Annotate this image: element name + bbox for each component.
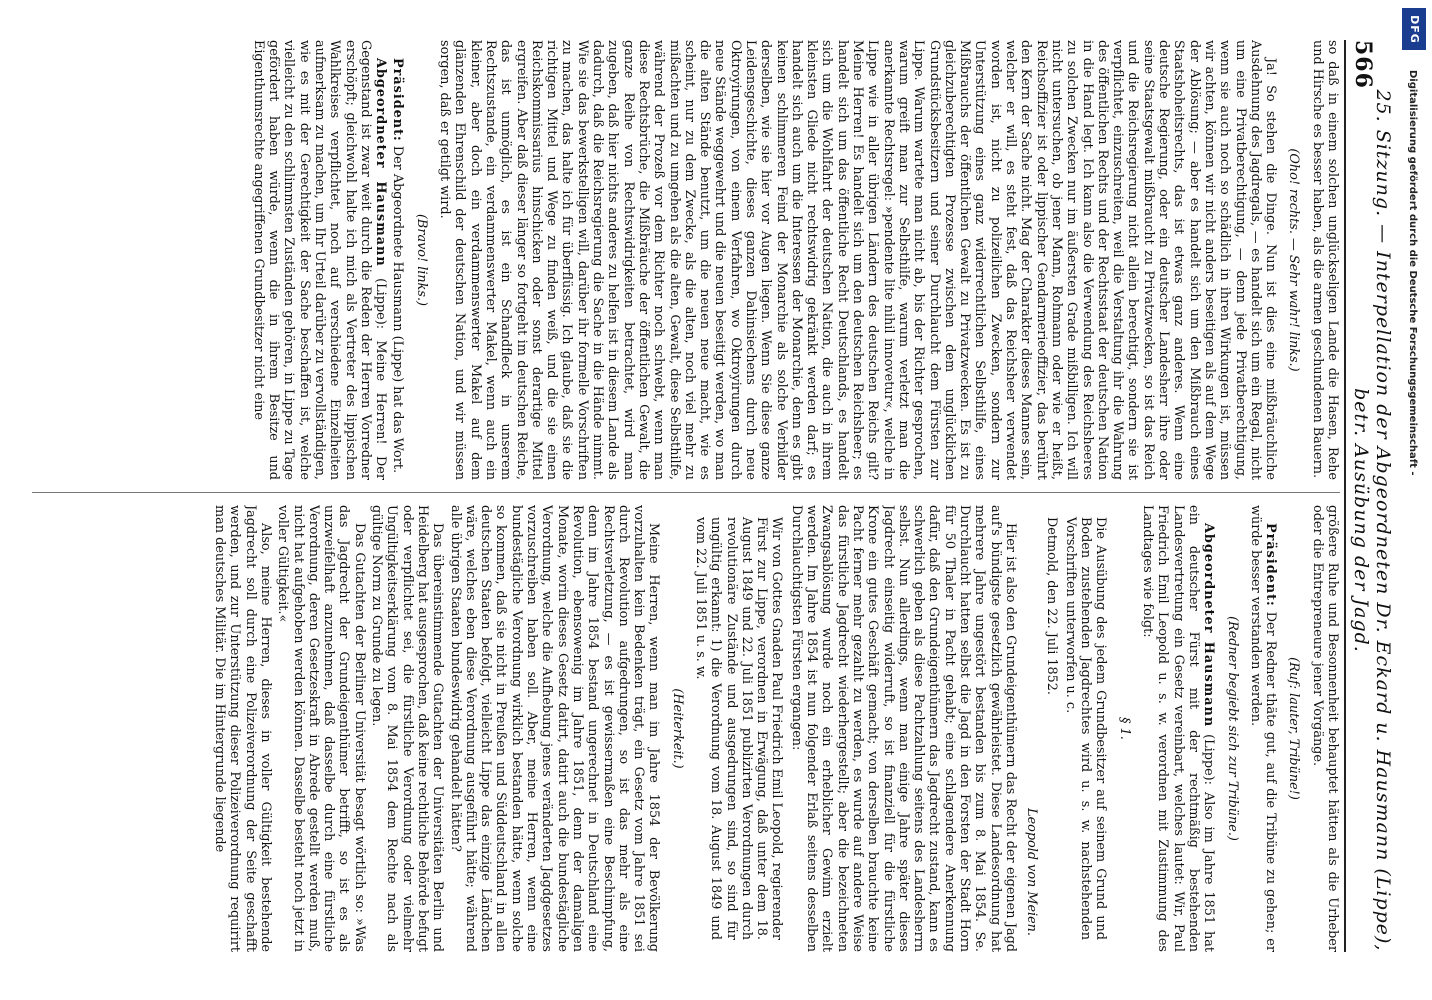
stage-direction: (Oho! rechts. — Sehr wahr! links.) bbox=[1286, 148, 1302, 372]
quoted-text: Detmold, den 22. Juli 1852. bbox=[1043, 517, 1059, 695]
speech-paragraph bbox=[1248, 505, 1279, 952]
speaker-name: Präsident: bbox=[390, 58, 406, 142]
quoted-text: Die Ausübung des jedem Grundbesitzer auf seinem Grund und Boden zustehenden Jagdrechtes wird u. s. w. nachstehenden Vorschriften unterworfen u. c. bbox=[1062, 517, 1109, 940]
page-title: 25. Sitzung. — Interpellation der Abgeordneten Dr. Eckard u. Hausmann (Lippe), betr. Ausübung der Jagd. bbox=[1350, 89, 1394, 952]
speech-text: Der Abgeordnete Hausmann (Lippe) hat das Wort. bbox=[390, 145, 406, 474]
dfg-logo bbox=[1402, 8, 1426, 50]
speaker-name: Abgeordneter Hausmann bbox=[373, 58, 389, 267]
speech-paragraph bbox=[251, 40, 389, 480]
digitization-note-text: Digitalisierung gefördert durch die Deutsche Forschungsgemeinschaft - bbox=[1407, 70, 1418, 476]
speech-paragraph bbox=[390, 40, 405, 480]
speech-text: (Lippe): Meine Herren! Der Gegenstand ist zwar weit durch die Reden der Herren Vorredner erschöpft; gleichwohl halte ich mich als Vertreter des lippischen Wahlkreises verpflichtet, noch auf verschiedene Einzelheiten aufmerksam zu machen, um Ihr Urteil darüber zu vervollständigen, wie es mit der Gerechtigkeit der Sache beschaffen ist, welche vielleicht zu den schlimmsten Zuständen gehören, in Lippe zu Tage gefördert haben würde, wenn die in ihrem Besitze und Eigenthumsrechte angegriffenen Grundbesitzer nicht eine bbox=[250, 40, 389, 480]
right-text-column bbox=[32, 505, 1340, 952]
digitization-note bbox=[1398, 70, 1424, 990]
speaker-name: Präsident: bbox=[1263, 523, 1279, 607]
stage-direction: (Redner begiebt sich zur Tribüne.) bbox=[1224, 616, 1240, 841]
column-divider bbox=[32, 492, 1340, 493]
body-paragraph: Das übereinstimmende Gutachten der Universitäten Berlin und Heidelberg hat ausgesprochen, daß keine rechtliche Behörde befugt oder verpflichtet sei, die fürstliche Verordnung oder vielmehr Ungültigkeitserklärung vom 8. Mai 1854 dem Rechte nach als gültige Norm zu Grunde zu legen. bbox=[369, 505, 446, 952]
body-paragraph: Also, meine Herren, dieses in voller Gültigkeit bestehende Jagdrecht soll durch eine Polizeiverordnung der Seite geschafft werden, und zur Unterstützung dieser Polizeiverordnung requirirt man deutsches Militär. Die im Hintergrunde liegende bbox=[212, 505, 273, 952]
speech-text: (Lippe): Also im Jahre 1851 hat ein deutscher Fürst mit der rechtmäßig bestehenden Landesvertretung ein Gesetz vereinbart, welches lautet: Wir, Paul Friedrich Emil Leopold u. s. w. verordnen mit Zustimmung des Landtages wie folgt: bbox=[1140, 505, 1217, 952]
stage-direction: (Bravo! links.) bbox=[413, 213, 429, 307]
body-paragraph: Meine Herren, wenn man im Jahre 1854 der Bevölkerung vorzuhalten kein Bedenken trägt, ein Gesetz vom Jahre 1851 sei durch Revolution aufgedrungen, so ist das mehr als eine Rechtsverletzung, — es ist gewissermaßen eine Beschimpfung, denn im Jahre 1854 bestand ungerechnet in Deutschland eine Revolution, ebensowenig im Jahre 1851, denn der damaligen Monate, worin dieses Gesetz datirt, datirt auch die bundestägliche Verordnung, welche die Aufhebung jenes veränderten Jagdgesetzes vorzuschreiben haben soll. Aber, meine Herren, wenn eine bundestägliche Verordnung wirklich bestanden hätte, wenn solche so kommen, daß sie nicht in Preußen und Süddeutschland in allen deutschen Staaten befolgt, vielleicht Lippe das einzige Ländchen wäre, welches eben diese Verordnung ausgeführt hätte; während alle übrigen Staaten bundeswidrig gehandelt hätten? bbox=[447, 505, 662, 952]
running-head bbox=[1344, 40, 1398, 952]
speech-paragraph bbox=[1140, 505, 1216, 952]
body-paragraph: größere Ruhe und Besonnenheit behauptet hätten als die Urheber oder die Entrepreneure jener Vorgänge. bbox=[1309, 505, 1340, 952]
dfg-logo-text: DFG bbox=[1407, 14, 1421, 44]
speaker-name: Abgeordneter Hausmann bbox=[1201, 523, 1217, 728]
stage-direction: (Ruf: lauter, Tribüne!) bbox=[1286, 657, 1302, 800]
body-paragraph: Das Gutachten der Berliner Universität besagt wörtlich so: »Was das Jagdrecht der Grundeigenthümer betrifft, so ist es als unzweifelhaft anzunehmen, daß dasselbe durch eine fürstliche Verordnung, deren Gesetzeskraft in Abrede gestellt werden muß, nicht hat aufgehoben werden können. Dasselbe besteht noch jetzt in voller Gültigkeit.« bbox=[275, 505, 367, 952]
page-number: 566 bbox=[1350, 40, 1376, 89]
body-paragraph: Ja! So stehen die Dinge. Nun ist dies eine mißbräuchliche Ausdehnung des Jagdregals, — es handelt sich um ein Regal, nicht um eine Privatberechtigung, — denn jede Privatberechtigung, wenn sie auch noch so schädlich in ihren Wirkungen ist, müssen wir achten, können wir nicht anders beseitigen als auf dem Wege der Ablösung; — aber es handelt sich um den Mißbrauch eines Staatshoheitsrechts, das ist etwas ganz anderes. Wenn eine deutsche Regierung, oder ein deutscher Landesherr ihre oder seine Staatsgewalt mißbraucht zu Privatzwecken, so ist das Reich und die Reichsregierung nicht allein berechtigt, sondern sie ist verpflichtet, einzuschreiten, weil die Verstaltung ihr die Wahrung des öffentlichen Rechts und der Rechtsstaat der deutschen Nation in die Hand legt. Ich kann also die Verwendung des Reichsheeres zu solchen Zwecken nur im äußersten Grade mißbilligen. Ich will nicht untersuchen, ob jener Mann, Rohmann oder wie er heißt, Reichsoffizier ist oder lippischer Gendarmerieoffizier, das berührt den Kern der Sache nicht. Mag der Charakter dieses Mannes sein, welcher er will, es steht fest, daß das Reichsheer verwendet worden ist, nicht zu polizeilichen Zwecken, sondern zur Unterstützung eines ganz widerrechtlichen Selbsthilfe, eines Mißbrauchs der öffentlichen Gewalt zu Privatzwecken. Es ist zu gleichzuberechtigten Prozesse zwischen dem unglücklichen Grundstücksbesitzern und seiner Durchlaucht dem Fürsten zur Lippe. Warum wartete man nicht ab, bis der Richter gesprochen, warum greift man zur Selbsthilfe, warum verletzt man die anerkannte Rechtsregel: »pendente lite nihil innovetur«, welche in Lippe wie in aller übrigen Ländern des deutschen Reichs gilt? Meine Herren! Es handelt sich um den deutschen Reichsheer; es handelt sich um das öffentliche Recht Deutschlands, es handelt sich um die Wohlfahrt der deutschen Nation, die auch in ihrem kleinsten Gliede nicht rechtswidrig gekränkt werden darf; es handelt sich auch um die Interessen der Monarchie, denn es gibt keinen schlimmeren Feind der Monarchie als solche Verbilder derselben, wie sie hier vor Augen liegen. Wenn Sie diese ganze Leidensgeschichte, dieses ganzen Dahinsiechens durch neue Oktroyirungen, von einem Verfahren, wo Oktroyirungen durch neue Stände weggewehrt und die neuen beseitigt werden, wo man die alten Stände benutzt, um die neuen neue macht, wie es scheint, nur zu dem Zwecke, als die alten, noch viel mehr zu mißachten und zu umgehen als die alten, Gewalt, diese Selbsthilfe, während der Prozeß vor dem Richter noch schwebt, wenn man diese Rechtsbrüche, die Mißbräuche der öffentlichen Gewalt, die ganze Reihe von Rechtswidrigkeiten betrachtet, wird man zugeben, daß hier nichts anderes zu helfen ist in diesem Lande als dadurch, daß die Reichsregierung die Sache in die Hände nimmt. Wie sie das bewerkstelligen will, darüber ihr formelle Vorschriften zu machen, das halte ich für überflüssig. Ich glaube, daß sie die richtigen Mittel und Wege zu finden weiß, und die sie einen Reichskommissarius hinschicken oder sonst derartige Mittel ergreifen. Aber daß dieser länger so fortgeht im deutschen Reiche, das ist unmöglich, es ist ein Schandfleck in unserem Rechtszustande, ein verdammenswerter Makel, wenn auch ein kleiner, aber doch ein verdammenswerter Makel auf dem glänzenden Ehrenschild der deutschen Nation, und wir müssen sorgen, daß er getilgt wird. bbox=[437, 40, 1279, 480]
stage-direction: (Heiterkeit.) bbox=[669, 688, 685, 769]
body-paragraph: Hier ist also den Grundeigenthümern das Recht der eigenen Jagd auf's bündigste gesetzlich gewährleistet. Diese Landesordnung hat mehrere Jahre ungestört bestanden bis zum 8. Mai 1854. Se. Durchlaucht hatten selbst die Jagd in den Forsten der Stadt Horn für 50 Thaler in Pacht gehabt; eine schlagendere Anerkennung dafür, daß den Grundeigenthümern das Jagdrecht zustand, kann es schwerlich geben als diese Pachtzahlung seitens des Landesherrn selbst. Nun allerdings, wenn man einige Jahre später dieses Jagdrecht einseitig widerruft, so ist finanziell für die fürstliche Krone ein gutes Geschäft gemacht; von derselben brauchte keine Pacht ferner mehr gezahlt zu werden, es wurde auf andere Weise das fürstliche Jagdrecht wiederhergestellt; aber die bezeichneten Zwangsablösung wurde noch ein erheblicher Gewinn erzielt werden. Im Jahre 1854 ist nun folgender Erlaß seitens desselben Durchlauchtigsten Fürsten ergangen: bbox=[788, 505, 1018, 952]
signature-line: Leopold von Meien. bbox=[1024, 808, 1040, 936]
quoted-text: Wir von Gottes Gnaden Paul Friedrich Emil Leopold, regierender Fürst zur Lippe, verordnen in Erwägung, daß unter dem 18. August 1849 und 22. Juli 1851 publizirten Verordnungen durch revolutionäre Zustände und ausgedrungen sind, so sind für ungültig erkannt: 1) die Verordnung vom 18. August 1849 und vom 22. Juli 1851 u. s. w. bbox=[693, 517, 785, 940]
speech-text: Der Redner thäte gut, auf die Tribüne zu gehen; er würde besser verstanden werden. bbox=[1247, 505, 1279, 952]
stage-direction: § 1. bbox=[1116, 717, 1132, 740]
left-text-column bbox=[32, 40, 1340, 480]
body-paragraph: so daß in einem solchen unglückseligen Lande die Hasen, Rehe und Hirsche es besser haben, als die armen geschundenen Bauern. bbox=[1309, 40, 1340, 480]
